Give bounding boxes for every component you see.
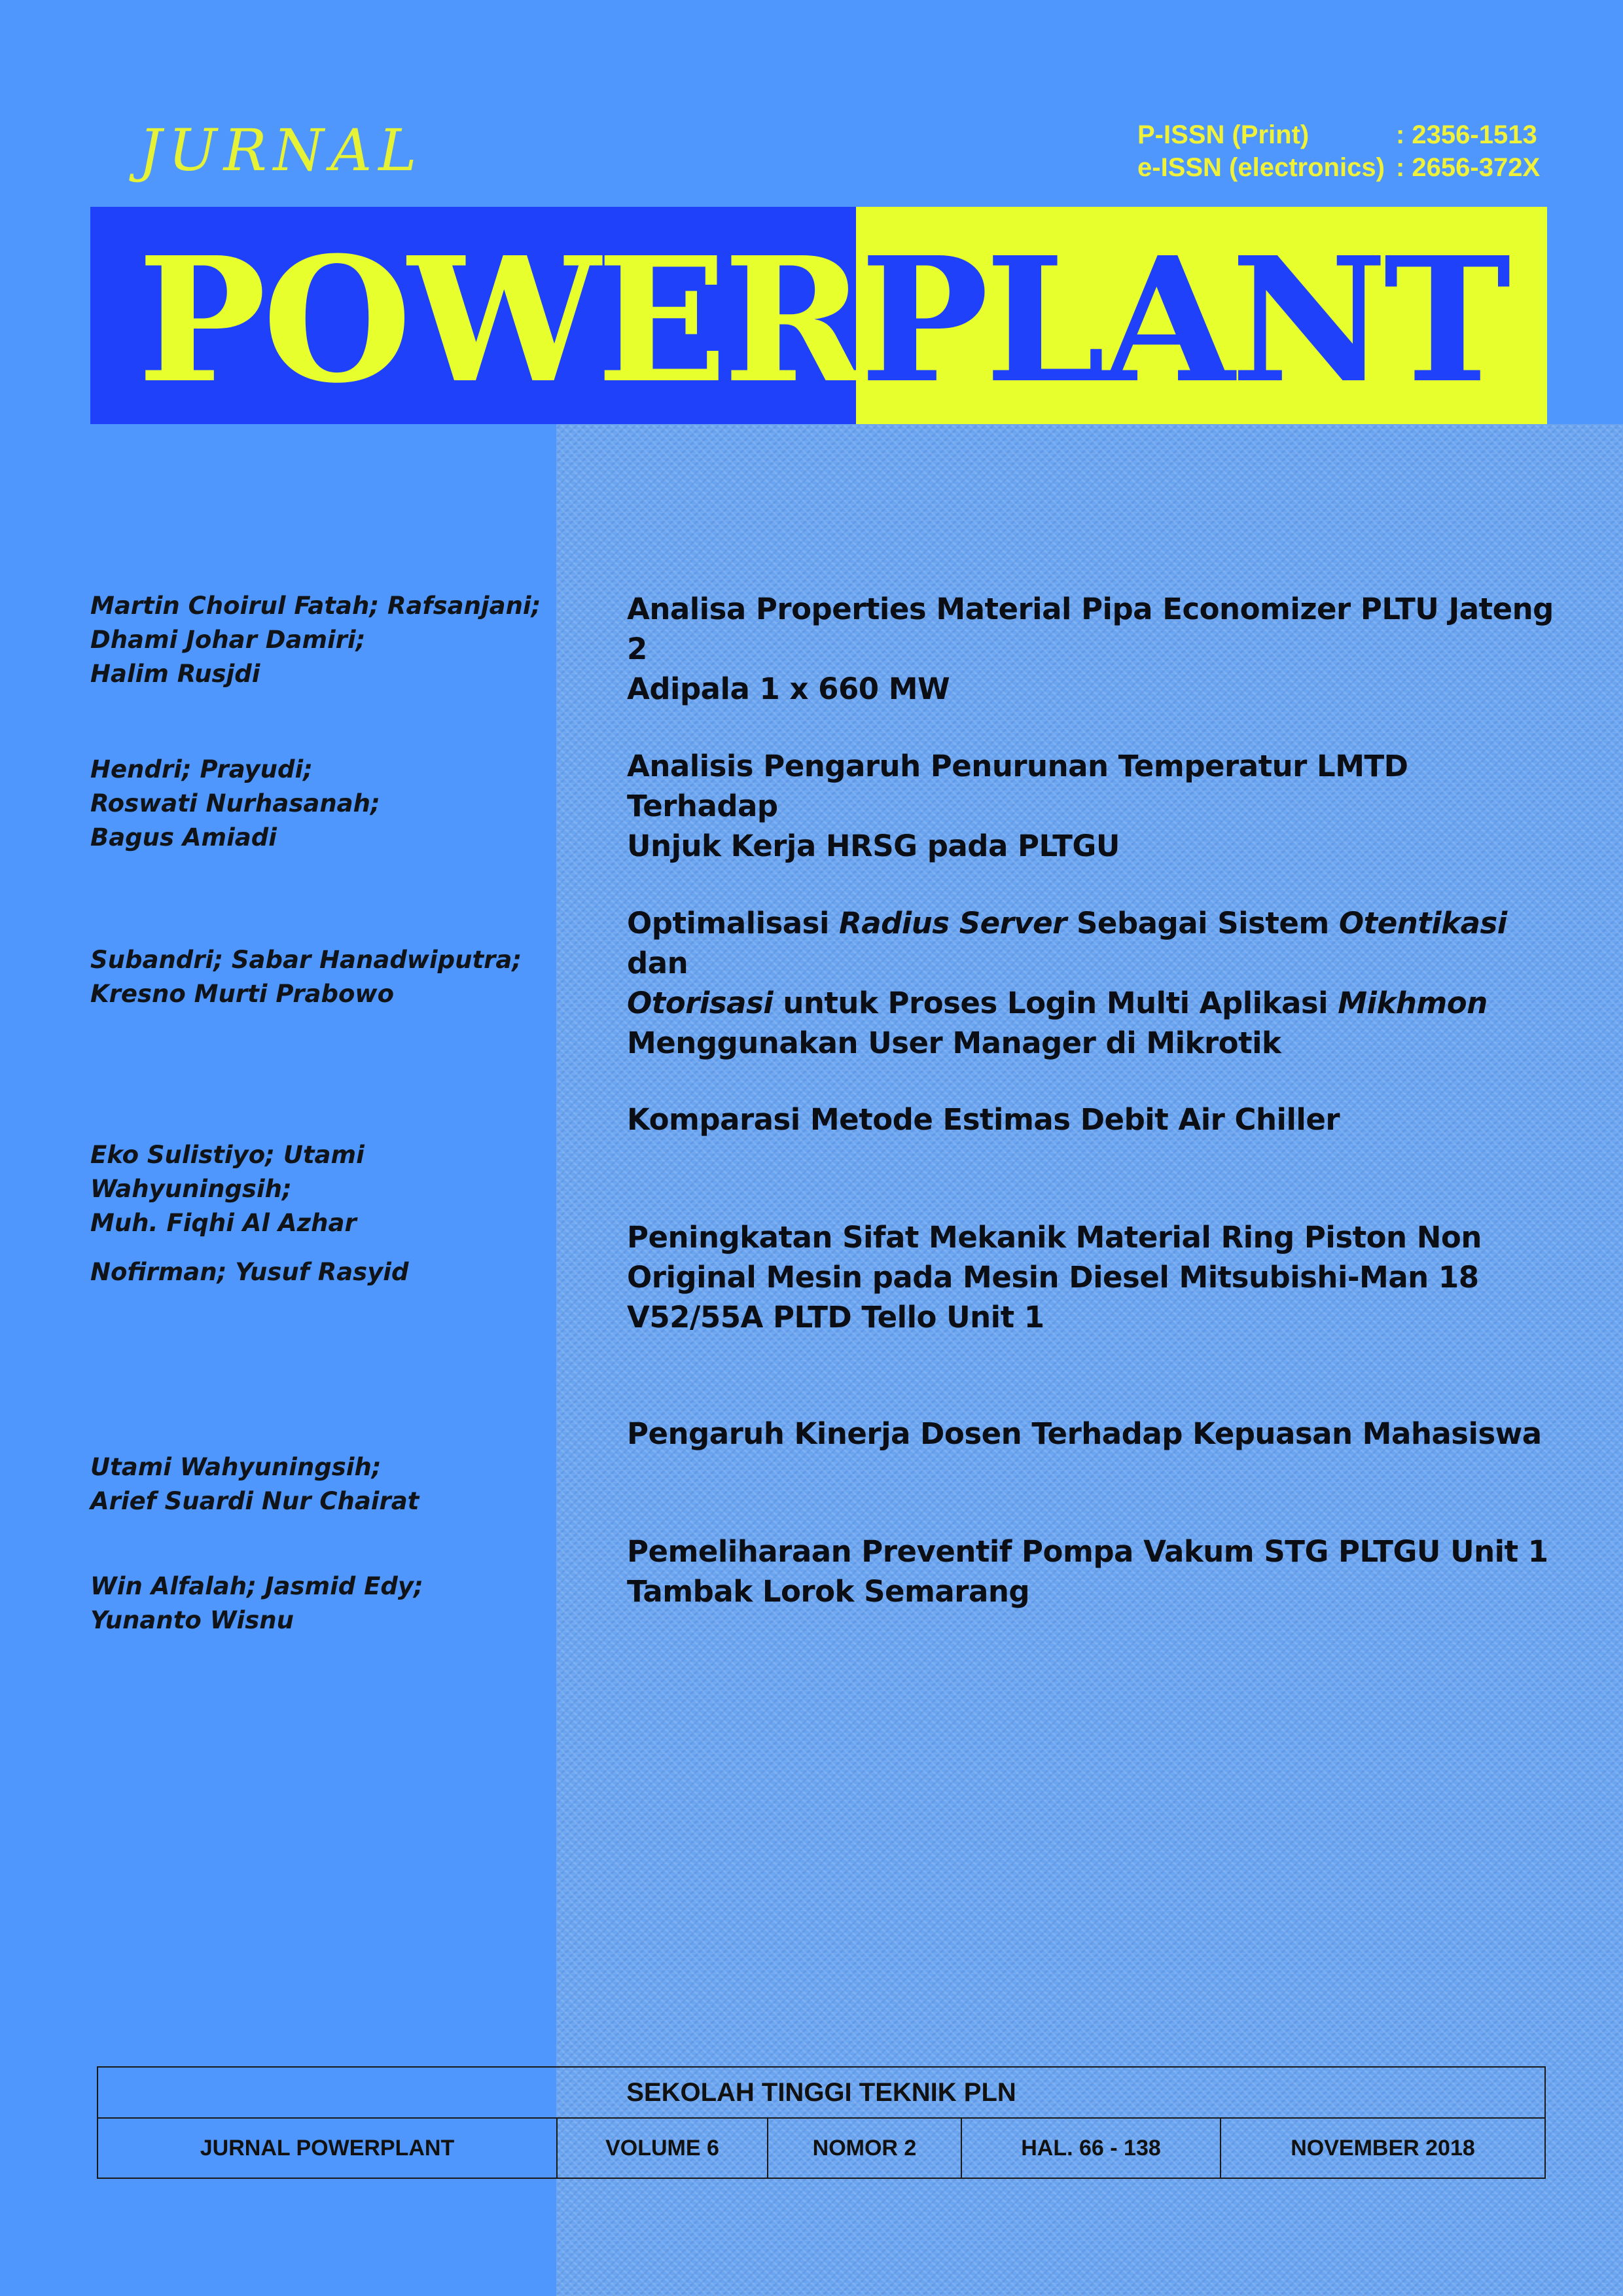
title-line: Menggunakan User Manager di Mikrotik — [627, 1026, 1281, 1060]
author-line: Nofirman; Yusuf Rasyid — [90, 1258, 409, 1286]
article-title-7 — [627, 1532, 1556, 1611]
article-title-2 — [627, 746, 1556, 866]
author-line: Muh. Fiqhi Al Azhar — [90, 1209, 357, 1237]
author-group-5 — [90, 1255, 562, 1289]
title-line: Peningkatan Sifat Mekanik Material Ring Piston Non — [627, 1220, 1482, 1255]
title-line: Adipala 1 x 660 MW — [627, 672, 950, 706]
article-title-1 — [627, 589, 1556, 709]
title-line — [627, 983, 1556, 1023]
banner-word-plant: PLANT — [860, 219, 1507, 421]
article-title-5 — [627, 1217, 1556, 1337]
issn-electronic-value: : 2656-372X — [1396, 153, 1541, 182]
article-title-3 — [627, 903, 1556, 1063]
author-line: Arief Suardi Nur Chairat — [90, 1487, 419, 1515]
title-segment: Sebagai Sistem — [1066, 906, 1339, 941]
title-line: Pengaruh Kinerja Dosen Terhadap Kepuasan Mahasiswa — [627, 1416, 1542, 1451]
title-line: Original Mesin pada Mesin Diesel Mitsubishi-Man 18 — [627, 1260, 1479, 1295]
title-segment: untuk Proses Login Multi Aplikasi — [773, 986, 1338, 1020]
title-segment: Optimalisasi — [627, 906, 840, 941]
title-line: Tambak Lorok Semarang — [627, 1574, 1030, 1609]
issn-print-value: : 2356-1513 — [1396, 120, 1537, 149]
author-line: Yunanto Wisnu — [90, 1606, 294, 1634]
issn-print — [1137, 120, 1537, 150]
title-line: Pemeliharaan Preventif Pompa Vakum STG PLTGU Unit 1 — [627, 1534, 1548, 1569]
author-line: Kresno Murti Prabowo — [90, 980, 395, 1008]
author-group-1 — [90, 589, 562, 691]
title-line: Analisis Pengaruh Penurunan Temperatur LMTD Terhadap — [627, 749, 1408, 823]
footer-details-row — [98, 2119, 1544, 2178]
title-segment-italic: Otentikasi — [1338, 906, 1507, 941]
title-line: Unjuk Kerja HRSG pada PLTGU — [627, 829, 1120, 863]
author-line: Subandri; Sabar Hanadwiputra; — [90, 946, 522, 974]
issn-electronic-key: e-ISSN (electronics) — [1137, 153, 1385, 182]
author-line: Hendri; Prayudi; — [90, 755, 313, 783]
banner-word-power: POWER — [137, 219, 862, 421]
author-line: Eko Sulistiyo; Utami Wahyuningsih; — [90, 1141, 365, 1203]
footer-journal-cell: JURNAL POWERPLANT — [98, 2119, 558, 2178]
journal-label: JURNAL — [139, 117, 423, 184]
author-line: Bagus Amiadi — [90, 823, 277, 852]
title-line: V52/55A PLTD Tello Unit 1 — [627, 1300, 1044, 1335]
title-banner — [90, 207, 1547, 424]
footer-number-cell: NOMOR 2 — [768, 2119, 962, 2178]
author-line: Dhami Johar Damiri; — [90, 626, 366, 654]
author-group-4 — [90, 1138, 562, 1240]
author-group-7 — [90, 1570, 562, 1638]
title-line — [627, 903, 1556, 983]
issn-print-key: P-ISSN (Print) — [1137, 120, 1310, 149]
footer-date-cell: NOVEMBER 2018 — [1291, 2135, 1475, 2161]
author-line: Win Alfalah; Jasmid Edy; — [90, 1572, 423, 1600]
article-title-4 — [627, 1100, 1556, 1139]
title-segment-italic: Radius Server — [839, 906, 1067, 941]
footer-institution: SEKOLAH TINGGI TEKNIK PLN — [98, 2068, 1544, 2119]
footer-pages-cell: HAL. 66 - 138 — [962, 2119, 1221, 2178]
footer-volume-cell: VOLUME 6 — [558, 2119, 768, 2178]
author-group-3 — [90, 943, 562, 1011]
article-title-6 — [627, 1414, 1556, 1454]
author-line: Halim Rusjdi — [90, 660, 260, 688]
footer-table — [97, 2066, 1546, 2179]
author-line: Martin Choirul Fatah; Rafsanjani; — [90, 592, 541, 620]
title-segment: dan — [627, 946, 688, 980]
title-segment-italic: Otorisasi — [627, 986, 774, 1020]
author-line: Roswati Nurhasanah; — [90, 789, 380, 817]
title-line: Komparasi Metode Estimas Debit Air Chiller — [627, 1102, 1340, 1137]
author-line: Utami Wahyuningsih; — [90, 1453, 382, 1481]
issn-electronic — [1137, 153, 1540, 183]
author-group-6 — [90, 1450, 562, 1518]
title-segment-italic: Mikhmon — [1338, 986, 1488, 1020]
title-line: Analisa Properties Material Pipa Economizer PLTU Jateng 2 — [627, 592, 1554, 666]
author-group-2 — [90, 753, 562, 855]
